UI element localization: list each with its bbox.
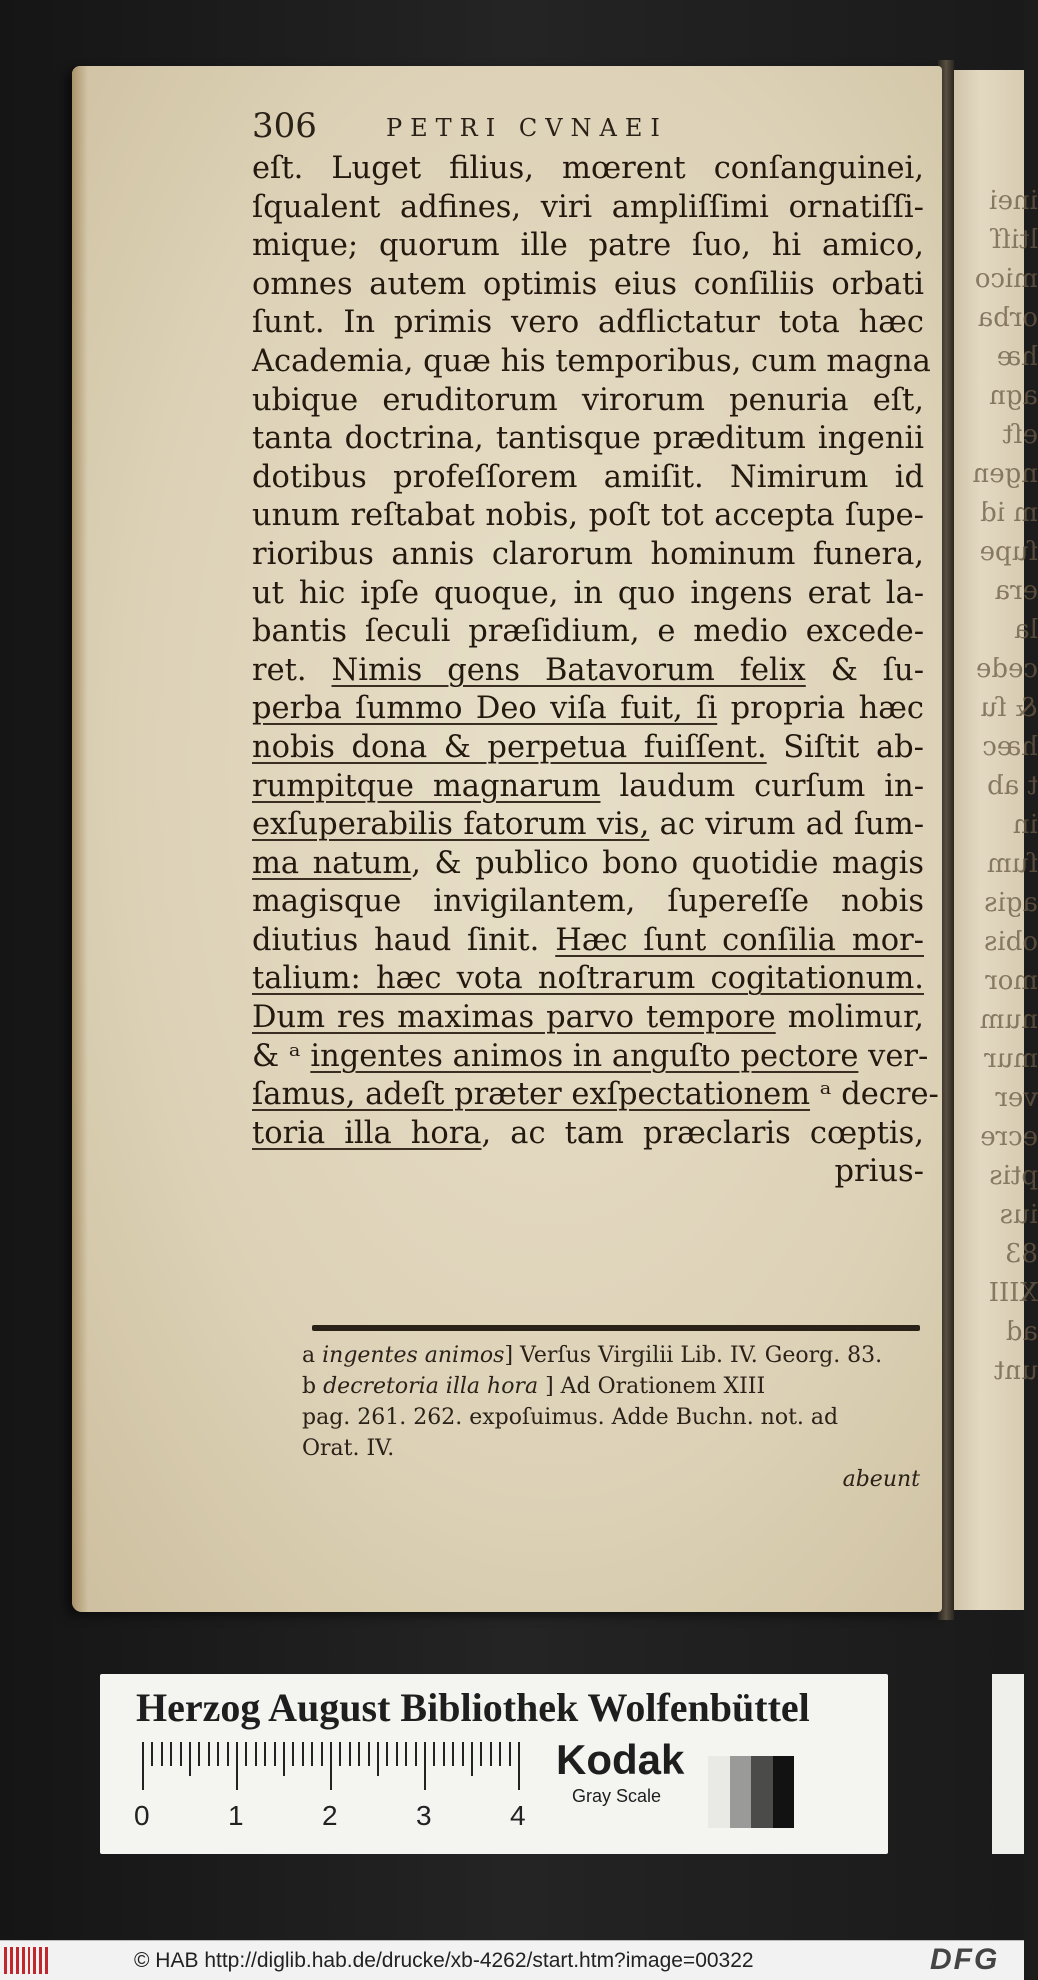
next-page-fragment: m id: [980, 498, 1038, 528]
footnote-a: [302, 1340, 920, 1371]
text-line: [252, 652, 924, 691]
ruler-number: 1: [228, 1800, 244, 1831]
ruler-tick: [198, 1742, 200, 1766]
next-page-fragment: era: [994, 576, 1038, 606]
ruler-tick: [170, 1742, 172, 1766]
ruler-tick: [283, 1742, 285, 1776]
ruler-tick: [433, 1742, 435, 1766]
footnote-a-text: ] Verſus Virgilii Lib. IV. Georg. 83.: [504, 1343, 883, 1368]
status-bar: [0, 1940, 1024, 1980]
next-page-fragment: mico: [974, 264, 1038, 294]
next-page-fragment: ngen: [972, 459, 1038, 489]
text-line: [252, 536, 924, 575]
next-page-fragment: agis: [984, 888, 1038, 918]
text-line: [252, 266, 924, 305]
ruler-tick: [368, 1742, 370, 1766]
footnote-a-marker: a: [302, 1343, 316, 1368]
ruler-tick: [462, 1742, 464, 1766]
footnote-b-term: decretoria illa hora: [323, 1374, 539, 1399]
ruler-tick: [499, 1742, 501, 1766]
next-page-fragment: t ab: [987, 771, 1038, 801]
ruler-tick: [245, 1742, 247, 1766]
text-line: [252, 189, 924, 228]
next-page-fragment: inei: [989, 186, 1038, 216]
underlined-phrase: Nimis gens Batavorum felix: [331, 652, 806, 688]
text-line: [252, 613, 924, 652]
ruler-tick: [227, 1742, 229, 1766]
underlined-phrase: toria illa hora: [252, 1115, 482, 1151]
ruler-number: 2: [322, 1800, 338, 1831]
next-page-edge: [952, 70, 1038, 1610]
text-segment: rioribus annis clarorum hominum funera,: [252, 536, 924, 572]
ruler-tick: [255, 1742, 257, 1766]
text-segment: ut hic ipſe quoque, in quo ingens erat la-: [252, 575, 924, 611]
text-line: [252, 343, 931, 382]
ruler-tick: [518, 1742, 520, 1790]
text-line: [252, 690, 924, 729]
next-page-fragment: agn: [989, 381, 1038, 411]
running-head: PETRI CVNAEI: [386, 114, 668, 142]
ruler-number: 3: [416, 1800, 432, 1831]
gray-swatch: [751, 1756, 773, 1828]
footnote-a-term: ingentes animos: [322, 1343, 505, 1368]
ruler-tick: [321, 1742, 323, 1766]
next-page-fragment: cede: [976, 654, 1038, 684]
ruler-number: 0: [134, 1800, 150, 1831]
underlined-phrase: ſamus, adeſt præter exſpectationem: [252, 1077, 811, 1113]
next-page-fragment: la: [1014, 615, 1038, 645]
ruler-tick: [151, 1742, 153, 1766]
text-line: [252, 845, 924, 884]
text-line: [252, 382, 924, 421]
text-segment: ver-: [858, 1038, 929, 1074]
text-line: [252, 960, 924, 999]
footnote-rule: [312, 1325, 920, 1331]
next-page-fragment: hæ: [996, 342, 1038, 372]
text-segment: propria hæc: [717, 691, 925, 727]
ruler-tick: [330, 1742, 332, 1790]
text-line: [252, 729, 924, 768]
next-page-fragment: mur: [984, 1044, 1038, 1074]
text-line: [252, 1076, 939, 1115]
ruler-tick: [396, 1742, 398, 1766]
ruler-tick: [274, 1742, 276, 1766]
text-segment: bantis ſeculi præſidium, e medio excede-: [252, 614, 924, 650]
ruler-tick: [161, 1742, 163, 1766]
footnote-b-line-3: Orat. IV.: [302, 1436, 395, 1461]
text-segment: dotibus profeſſorem amiſit. Nimirum id: [252, 459, 924, 495]
next-page-fragment: mor: [985, 966, 1038, 996]
text-line: [252, 883, 924, 922]
ruler-tick: [189, 1742, 191, 1776]
ruler-tick: [443, 1742, 445, 1766]
page-header: [252, 106, 812, 152]
next-page-fragment: ver: [995, 1083, 1038, 1113]
ruler-tick: [424, 1742, 426, 1790]
ruler-tick: [180, 1742, 182, 1766]
ruler-tick: [490, 1742, 492, 1766]
text-line: [252, 1038, 929, 1077]
text-line: [252, 999, 924, 1038]
ruler-tick: [471, 1742, 473, 1776]
second-scale-card-edge: [992, 1674, 1024, 1854]
text-segment: Academia, quæ his temporibus, cum magna: [252, 343, 931, 379]
library-name: Herzog August Bibliothek Wolfenbüttel: [136, 1685, 810, 1730]
catchword: abeunt: [842, 1467, 920, 1492]
text-line: [252, 150, 924, 189]
underlined-phrase: nobis dona & perpetua fuiſſent.: [252, 729, 767, 765]
next-page-fragment: ſupe: [979, 537, 1038, 567]
text-segment: diutius haud ſinit.: [252, 922, 556, 958]
footnote-b: [302, 1371, 920, 1402]
underlined-phrase: talium: hæc vota noſtrarum cogitationum.: [252, 961, 924, 997]
ruler-tick: [377, 1742, 379, 1776]
next-page-fragment: ltiſſ: [991, 225, 1038, 255]
ruler-number: 4: [510, 1800, 526, 1831]
text-segment: ret.: [252, 652, 332, 688]
text-line: [252, 420, 924, 459]
next-page-fragment: ad: [1005, 1317, 1038, 1347]
gray-scale-label: Gray Scale: [572, 1786, 662, 1806]
ruler-tick: [339, 1742, 341, 1766]
text-segment: Siſtit ab-: [766, 729, 924, 765]
text-segment: omnes autem optimis eius conſiliis orbati: [252, 266, 924, 302]
next-page-fragment: ſum: [986, 849, 1038, 879]
barcode-icon: [4, 1947, 48, 1974]
text-segment: unum reſtabat nobis, poſt tot accepta ſupe-: [252, 498, 924, 534]
gray-swatch: [730, 1756, 752, 1828]
next-page-fragment: orba: [977, 303, 1038, 333]
text-line: [252, 575, 924, 614]
next-page-fragment: num: [979, 1005, 1038, 1035]
text-line: [252, 497, 924, 536]
text-line: [252, 1153, 924, 1192]
text-line: [252, 1115, 924, 1154]
text-segment: , ac tam præclaris cœptis,: [481, 1115, 924, 1151]
text-segment: ſqualent adfines, viri ampliſſimi ornatiſſi-: [252, 189, 924, 225]
text-line: [252, 304, 924, 343]
footnote-b-marker: b: [302, 1374, 317, 1399]
ruler-tick: [236, 1742, 238, 1790]
ruler: [134, 1742, 526, 1831]
next-page-fragment: in: [1012, 810, 1038, 840]
underlined-phrase: perba ſummo Deo viſa fuit, ſi: [252, 691, 718, 727]
gray-swatch: [773, 1756, 795, 1828]
text-segment: ᵃ decre-: [810, 1077, 939, 1113]
ruler-tick: [217, 1742, 219, 1766]
text-line: [252, 768, 924, 807]
text-line: [252, 922, 924, 961]
page-number: 306: [252, 106, 317, 146]
text-segment: mique; quorum ille patre ſuo, hi amico,: [252, 228, 924, 264]
next-page-fragment: hæc: [982, 732, 1038, 762]
next-page-fragment: ecre: [980, 1122, 1038, 1152]
next-page-fragment: 83: [1004, 1239, 1038, 1269]
text-segment: ſunt. In primis vero adflictatur tota hæc: [252, 305, 924, 341]
ruler-tick: [480, 1742, 482, 1766]
text-segment: & ſu-: [805, 652, 925, 688]
underlined-phrase: exſuperabilis fatorum vis,: [252, 807, 650, 843]
ruler-tick: [405, 1742, 407, 1766]
gray-swatch: [708, 1756, 730, 1828]
text-line: [252, 459, 924, 498]
text-segment: prius-: [834, 1154, 924, 1190]
underlined-phrase: Dum res maximas parvo tempore: [252, 1000, 776, 1036]
dfg-logo: DFG: [930, 1943, 1000, 1976]
body-text: [252, 150, 939, 1192]
text-segment: ubique eruditorum virorum penuria eſt,: [252, 382, 924, 418]
ruler-tick: [358, 1742, 360, 1766]
ruler-tick: [264, 1742, 266, 1766]
text-segment: tanta doctrina, tantisque præditum ingenii: [252, 421, 924, 457]
text-segment: eſt. Luget filius, mœrent conſanguinei,: [252, 151, 924, 186]
ruler-tick: [386, 1742, 388, 1766]
ruler-tick: [311, 1742, 313, 1766]
next-page-fragment: obis: [984, 927, 1038, 957]
next-page-fragment: & ſu: [980, 693, 1038, 723]
underlined-phrase: rumpitque magnarum: [252, 768, 601, 804]
text-segment: magisque invigilantem, ſupereſſe nobis: [252, 884, 924, 920]
ruler-tick: [509, 1742, 511, 1766]
underlined-phrase: ingentes animos in anguſto pectore: [310, 1038, 859, 1074]
next-page-fragment: unt: [994, 1356, 1038, 1386]
text-segment: , & publico bono quotidie magis: [411, 845, 924, 881]
underlined-phrase: ma natum: [252, 845, 412, 881]
ruler-tick: [292, 1742, 294, 1766]
text-segment: & ᵃ: [252, 1038, 311, 1074]
ruler-tick: [415, 1742, 417, 1766]
next-page-fragment: eſt: [1002, 420, 1038, 450]
ruler-tick: [349, 1742, 351, 1766]
ruler-tick: [452, 1742, 454, 1766]
ruler-tick: [142, 1742, 144, 1790]
source-url[interactable]: © HAB http://diglib.hab.de/drucke/xb-4262/start.htm?image=00322: [134, 1949, 754, 1972]
next-page-fragment: ptis: [989, 1161, 1038, 1191]
footnote-b-text: ] Ad Orationem XIII: [545, 1374, 766, 1399]
ruler-tick: [208, 1742, 210, 1766]
text-line: [252, 806, 924, 845]
next-page-fragment: XIII: [988, 1278, 1038, 1308]
text-segment: ac virum ad ſum-: [649, 807, 924, 843]
next-page-fragment: ius: [999, 1200, 1038, 1230]
gray-swatches: [708, 1756, 794, 1828]
text-line: [252, 227, 924, 266]
ruler-tick: [302, 1742, 304, 1766]
footnote-b-line-2: pag. 261. 262. expoſuimus. Adde Buchn. not. ad: [302, 1405, 839, 1430]
text-segment: molimur,: [775, 1000, 924, 1036]
text-segment: laudum curſum in-: [600, 768, 924, 804]
kodak-brand: Kodak: [556, 1736, 685, 1783]
underlined-phrase: Hæc ſunt conſilia mor-: [555, 922, 924, 958]
footnotes: [302, 1340, 920, 1495]
color-scale-card: [100, 1674, 888, 1854]
